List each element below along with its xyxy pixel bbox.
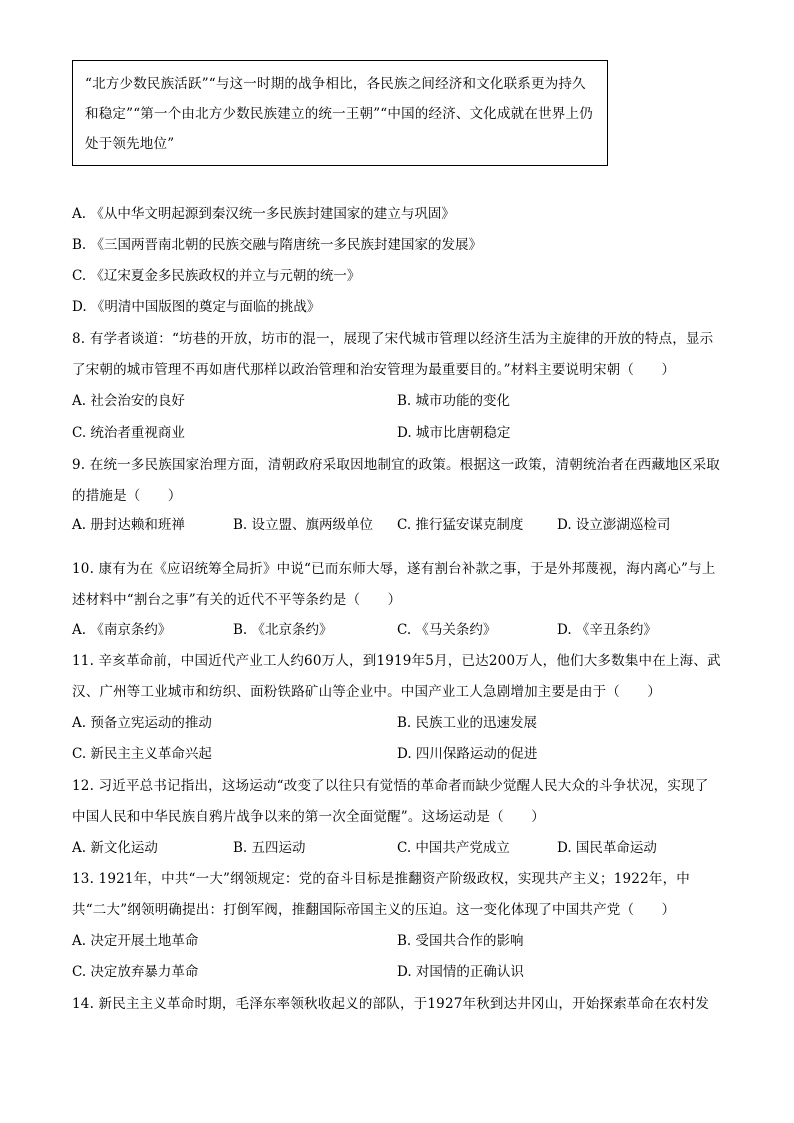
q9-option-a[interactable]: A. 册封达赖和班禅 bbox=[72, 517, 185, 533]
q12-stem: 12. 习近平总书记指出，这场运动“改变了以往只有觉悟的革命者而缺少觉醒人民大众的斗争状况，实现了中国人民和中华民族自鸦片战争以来的第一次全面觉醒”。这场运动是（ ） bbox=[72, 778, 709, 825]
quote-text: “北方少数民族活跃”“与这一时期的战争相比，各民族之间经济和文化联系更为持久和稳定”“第一个由北方少数民族建立的统一王朝”“中国的经济、文化成就在世界上仍处于领先地位” bbox=[85, 76, 593, 152]
q10-option-c[interactable]: C. 《马关条约》 bbox=[397, 622, 497, 638]
q8-option-c[interactable]: C. 统治者重视商业 bbox=[72, 425, 185, 441]
q13-option-c[interactable]: C. 决定放弃暴力革命 bbox=[72, 964, 199, 980]
q7-option-c[interactable]: C. 《辽宋夏金多民族政权的并立与元朝的统一》 bbox=[72, 268, 361, 284]
q12-option-c[interactable]: C. 中国共产党成立 bbox=[397, 840, 510, 856]
q10-stem: 10. 康有为在《应诏统筹全局折》中说“已而东师大辱，遂有割台补款之事，于是外邦蔑视，海内离心”与上述材料中“割台之事”有关的近代不平等条约是（ ） bbox=[72, 561, 716, 608]
q9-stem: 9. 在统一多民族国家治理方面，清朝政府采取因地制宜的政策。根据这一政策，清朝统治者在西藏地区采取的措施是（ ） bbox=[72, 457, 720, 504]
q8-option-b[interactable]: B. 城市功能的变化 bbox=[397, 393, 511, 409]
q9-option-c[interactable]: C. 推行猛安谋克制度 bbox=[397, 517, 524, 533]
q10-option-a[interactable]: A. 《南京条约》 bbox=[72, 622, 172, 638]
q11-option-a[interactable]: A. 预备立宪运动的推动 bbox=[72, 715, 212, 731]
q9-option-d[interactable]: D. 设立澎湖巡检司 bbox=[557, 517, 671, 533]
q11-option-d[interactable]: D. 四川保路运动的促进 bbox=[397, 746, 538, 762]
q7-option-d[interactable]: D. 《明清中国版图的奠定与面临的挑战》 bbox=[72, 299, 321, 315]
quote-box bbox=[72, 60, 608, 166]
q11-option-c[interactable]: C. 新民主主义革命兴起 bbox=[72, 746, 212, 762]
q14-stem: 14. 新民主主义革命时期，毛泽东率领秋收起义的部队，于1927年秋到达井冈山，开始探索革命在农村发 bbox=[72, 996, 710, 1012]
q8-option-a[interactable]: A. 社会治安的良好 bbox=[72, 393, 185, 409]
q10-option-d[interactable]: D. 《辛丑条约》 bbox=[557, 622, 657, 638]
q13-option-b[interactable]: B. 受国共合作的影响 bbox=[397, 933, 524, 949]
q8-stem: 8. 有学者谈道：“坊巷的开放，坊市的混一，展现了宋代城市管理以经济生活为主旋律的开放的特点，显示了宋朝的城市管理不再如唐代那样以政治管理和治安管理为最重要目的。”材料主要说明宋朝（ ） bbox=[72, 331, 714, 378]
q11-option-b[interactable]: B. 民族工业的迅速发展 bbox=[397, 715, 538, 731]
q8-option-d[interactable]: D. 城市比唐朝稳定 bbox=[397, 425, 511, 441]
q9-option-b[interactable]: B. 设立盟、旗两级单位 bbox=[233, 517, 374, 533]
q13-stem: 13. 1921年，中共“一大”纲领规定：党的奋斗目标是推翻资产阶级政权，实现共产主义；1922年，中共“二大”纲领明确提出：打倒军阀，推翻国际帝国主义的压迫。这一变化体现了中国共产党（ ） bbox=[72, 871, 690, 918]
q12-option-d[interactable]: D. 国民革命运动 bbox=[557, 840, 657, 856]
q12-option-b[interactable]: B. 五四运动 bbox=[233, 840, 306, 856]
q7-option-b[interactable]: B. 《三国两晋南北朝的民族交融与隋唐统一多民族封建国家的发展》 bbox=[72, 237, 483, 253]
q12-option-a[interactable]: A. 新文化运动 bbox=[72, 840, 158, 856]
q11-stem: 11. 辛亥革命前，中国近代产业工人约60万人，到1919年5月，已达200万人，他们大多数集中在上海、武汉、广州等工业城市和纺织、面粉铁路矿山等企业中。中国产业工人急剧增加主要是由于（ ） bbox=[72, 653, 721, 700]
q13-option-a[interactable]: A. 决定开展土地革命 bbox=[72, 933, 199, 949]
q13-option-d[interactable]: D. 对国情的正确认识 bbox=[397, 964, 524, 980]
q7-option-a[interactable]: A. 《从中华文明起源到秦汉统一多民族封建国家的建立与巩固》 bbox=[72, 206, 455, 222]
q10-option-b[interactable]: B. 《北京条约》 bbox=[233, 622, 333, 638]
